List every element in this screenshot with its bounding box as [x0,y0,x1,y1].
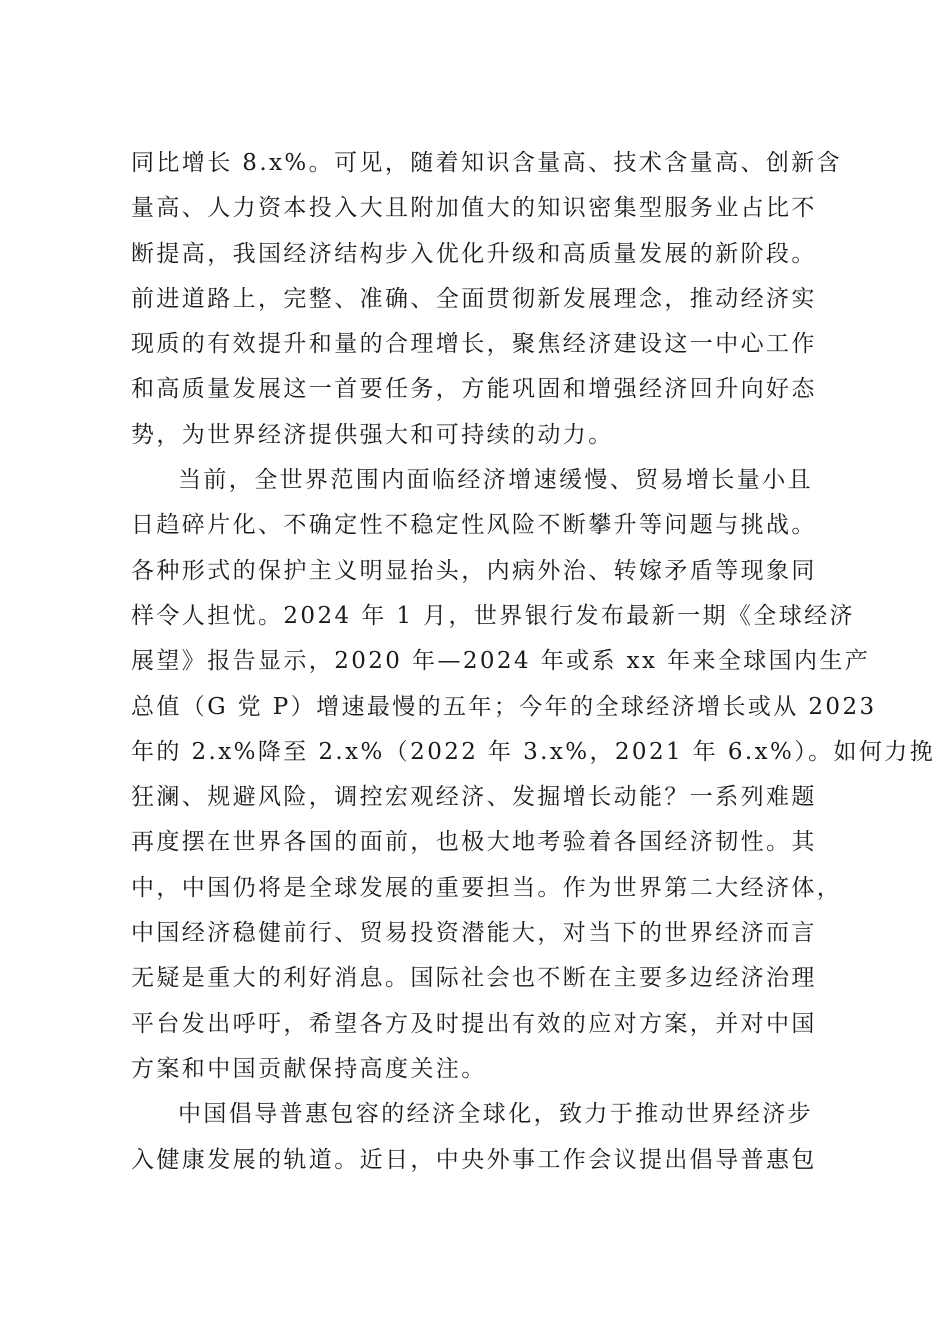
text-line: 中，中国仍将是全球发展的重要担当。作为世界第二大经济体， [131,874,843,901]
text-line: 现质的有效提升和量的合理增长，聚焦经济建设这一中心工作 [131,331,817,358]
text-line: 同比增长 8.x%。可见，随着知识含量高、技术含量高、创新含 [131,150,843,176]
text-line: 中国经济稳健前行、贸易投资潜能大，对当下的世界经济而言 [131,920,817,947]
text-line: 狂澜、规避风险，调控宏观经济、发掘增长动能？一系列难题 [131,784,817,811]
text-line: 入健康发展的轨道。近日，中央外事工作会议提出倡导普惠包 [131,1146,817,1173]
text-line: 年的 2.x%降至 2.x%（2022 年 3.x%，2021 年 6.x%）。如何力挽 [131,738,936,765]
text-line: 断提高，我国经济结构步入优化升级和高质量发展的新阶段。 [131,240,817,267]
text-line: 方案和中国贡献保持高度关注。 [131,1055,487,1082]
text-line: 展望》报告显示，2020 年—2024 年或系 xx 年来全球国内生产 [131,648,871,675]
text-line: 样令人担忧。2024 年 1 月，世界银行发布最新一期《全球经济 [131,602,855,629]
text-line: 量高、人力资本投入大且附加值大的知识密集型服务业占比不 [131,195,817,222]
text-line: 势，为世界经济提供强大和可持续的动力。 [131,421,614,448]
paragraph-first-line: 中国倡导普惠包容的经济全球化，致力于推动世界经济步 [178,1101,813,1128]
text-line: 和高质量发展这一首要任务，方能巩固和增强经济回升向好态 [131,376,817,403]
text-line: 总值（G 党 P）增速最慢的五年；今年的全球经济增长或从 2023 [131,693,877,720]
body-text [131,141,936,1183]
text-line: 再度摆在世界各国的面前，也极大地考验着各国经济韧性。其 [131,829,817,856]
text-line: 平台发出呼吁，希望各方及时提出有效的应对方案，并对中国 [131,1010,817,1037]
text-line: 各种形式的保护主义明显抬头，内病外治、转嫁矛盾等现象同 [131,557,817,584]
paragraph-first-line: 当前，全世界范围内面临经济增速缓慢、贸易增长量小且 [178,467,813,494]
text-line: 日趋碎片化、不确定性不稳定性风险不断攀升等问题与挑战。 [131,512,817,539]
text-line: 无疑是重大的利好消息。国际社会也不断在主要多边经济治理 [131,965,817,992]
text-line: 前进道路上，完整、准确、全面贯彻新发展理念，推动经济实 [131,285,817,312]
